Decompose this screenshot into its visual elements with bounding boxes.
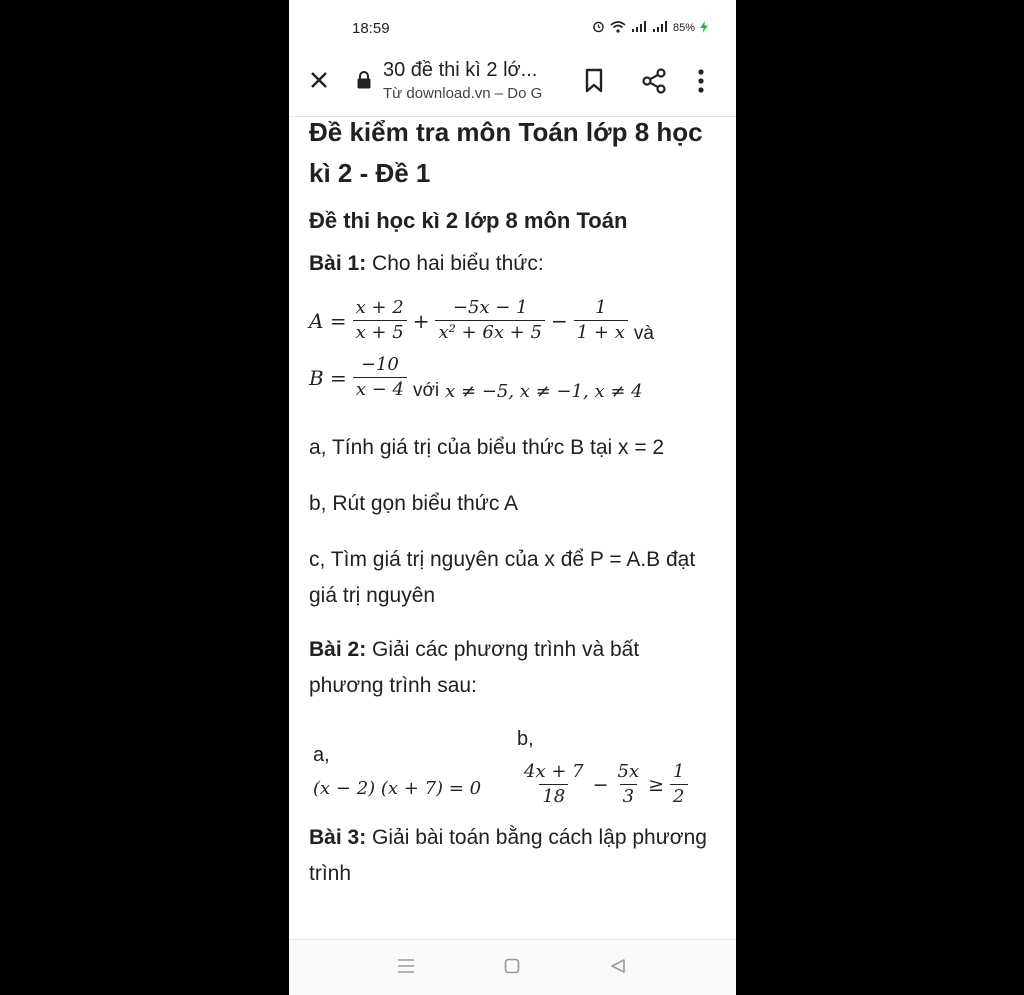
expr-a-frac2-num: −5x − 1: [452, 297, 528, 318]
back-icon[interactable]: [610, 958, 626, 979]
article-subheading: Đề thi học kì 2 lớp 8 môn Toán: [309, 208, 628, 233]
browser-toolbar: [289, 56, 736, 117]
bai2-equations: [309, 722, 719, 818]
expr-b-frac-den: x − 4: [353, 377, 407, 402]
expression-b: [309, 353, 719, 402]
status-icons: [592, 20, 708, 36]
bai2-b-frac2-num: 5x: [617, 761, 640, 782]
article-content: [309, 112, 719, 892]
bai1-text: Cho hai biểu thức:: [372, 252, 544, 275]
share-icon[interactable]: [640, 67, 668, 100]
expr-a-frac1-den: x + 5: [353, 320, 407, 345]
question-a: a, Tính giá trị của biểu thức B tại x = 2: [309, 436, 665, 459]
expr-a-frac3-den: 1 + x: [574, 320, 628, 345]
expr-a-lhs: A =: [309, 308, 347, 333]
status-bar: [289, 0, 736, 56]
bai2-intro: [309, 632, 719, 704]
question-b: b, Rút gọn biểu thức A: [309, 492, 519, 515]
expr-b-condition: x ≠ −5, x ≠ −1, x ≠ 4: [445, 381, 643, 402]
bai1-label: Bài 1:: [309, 252, 367, 275]
bai2-b-frac1: [521, 760, 587, 809]
expr-a-tail: và: [633, 323, 654, 344]
bai2-b-frac3-den: 2: [670, 784, 687, 809]
expr-a-frac2: [435, 296, 544, 345]
bai2-a-expression: (x − 2) (x + 7) = 0: [313, 778, 482, 799]
expr-b-lhs: B =: [309, 365, 347, 390]
alarm-icon: [592, 20, 605, 36]
expr-a-frac2-den: x² + 6x + 5: [435, 320, 544, 345]
bai2-b-frac3: [670, 760, 687, 809]
expr-a-frac3: [574, 296, 628, 345]
signal-icon-2: [652, 21, 668, 35]
bai2-b-frac1-num: 4x + 7: [524, 761, 584, 782]
article-heading: Đề kiểm tra môn Toán lớp 8 học kì 2 - Đề 1: [309, 117, 703, 188]
bai2-text: Giải các phương trình và bất phương trình sau:: [309, 638, 640, 697]
bai2-label: Bài 2:: [309, 638, 367, 661]
bai2-a-label: a,: [313, 744, 330, 766]
page-title[interactable]: 30 đề thi kì 2 lớ...: [383, 59, 538, 81]
expr-b-frac-num: −10: [360, 354, 399, 375]
bai2-b-op: −: [592, 773, 609, 796]
expression-a: [309, 296, 719, 345]
bai1-intro: [309, 246, 719, 282]
signal-icon: [631, 21, 647, 35]
bai2-b-label: b,: [517, 728, 534, 750]
expr-a-frac1: [353, 296, 407, 345]
bai3-label: Bài 3:: [309, 826, 367, 849]
expr-b-with: với: [412, 380, 440, 401]
lock-icon: [356, 70, 372, 95]
expr-a-op2: −: [550, 308, 568, 333]
close-icon[interactable]: [305, 66, 333, 94]
status-time: 18:59: [352, 20, 390, 37]
expr-a-frac3-num: 1: [595, 297, 607, 318]
menu-icon[interactable]: [397, 958, 415, 979]
system-nav-bar: [289, 939, 736, 995]
bai2-b-frac2-den: 3: [620, 784, 637, 809]
expr-b-frac: [353, 353, 407, 402]
battery-level: 85%: [672, 22, 695, 34]
charging-icon: [700, 21, 708, 36]
bai2-b-frac3-num: 1: [673, 761, 685, 782]
bookmark-icon[interactable]: [583, 68, 605, 99]
home-icon[interactable]: [504, 958, 520, 979]
expr-a-op1: +: [412, 308, 430, 333]
expr-a-frac1-num: x + 2: [355, 297, 404, 318]
wifi-icon: [610, 21, 626, 36]
bai2-b-frac2: [615, 760, 643, 809]
phone-screen: [289, 0, 736, 995]
bai2-b-ge: ≥: [648, 773, 665, 796]
question-c: c, Tìm giá trị nguyên của x để P = A.B đạt giá trị nguyên: [309, 548, 696, 607]
bai3-text: Giải bài toán bằng cách lập phương trình: [309, 826, 707, 885]
bai2-b-frac1-den: 18: [539, 784, 568, 809]
more-options-icon[interactable]: [697, 68, 705, 99]
bai3-intro: [309, 820, 719, 892]
bai2-b-expression: [521, 760, 688, 809]
page-url[interactable]: Từ download.vn – Do G: [383, 85, 543, 102]
